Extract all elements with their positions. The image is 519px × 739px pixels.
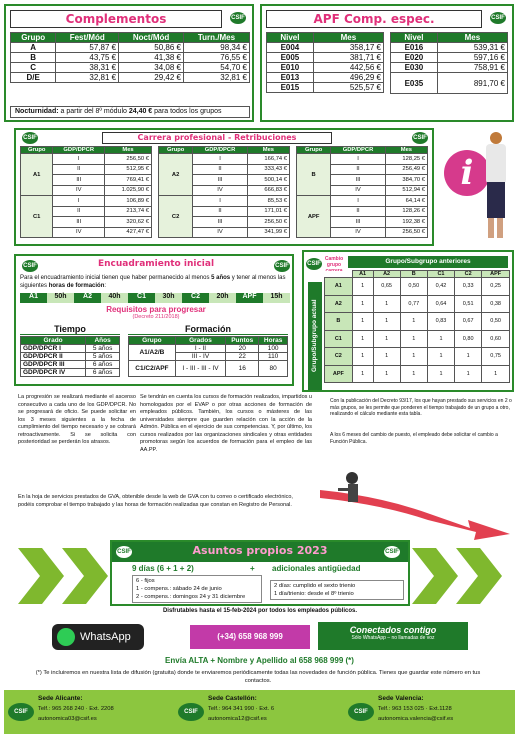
sede-block — [8, 693, 172, 731]
list-item: 1 día/trienio: desde el 8º trienio — [274, 591, 354, 597]
csif-logo: CSIF — [22, 132, 38, 144]
col-header: Grupo — [11, 33, 56, 43]
cambio-corner: Cambio grupo — [324, 256, 344, 268]
requisitos-title: Requisitos para progresar — [106, 305, 206, 314]
csif-logo: CSIF — [230, 12, 246, 24]
csif-logo: CSIF — [384, 546, 400, 558]
csif-logo: CSIF — [490, 12, 506, 24]
table-row: A 57,87 € 50,86 € 98,34 € — [11, 43, 250, 53]
sede-email[interactable]: autonomica.valencia@csif.es — [378, 716, 454, 722]
difusion-note: (*) Te incluiremos en nuestra lista de difusión (gratuita) donde te enviaremos periódicamente todas las novedades de función pública. Tienes que guardar este número en tus contactos. — [35, 670, 481, 684]
csif-logo: CSIF — [274, 260, 290, 272]
col-header: Mes — [313, 33, 383, 43]
cambio-table: A1 A2 B C1 C2 APF A1 1 0,65 0,50 0,42 0,33 0,25 A2 1 1 0,77 0,64 0,51 0,38 B 1 1 1 0,83 0,67 0,50 C1 1 1 1 1 0,80 0,60 C2 1 1 1 1 1 0,75 APF 1 1 1 1 1 1 — [324, 270, 510, 383]
requisitos-subtitle: (Decreto 211/2018) — [132, 314, 180, 320]
list-item: 2 días: cumplido el sexto trienio — [274, 583, 356, 589]
table-row: II 333,43 € — [159, 164, 290, 175]
progresion-text-2: Se tendrán en cuenta los cursos de formación realizados, impartidos u homologados por el EVAP o por otras acciones de formación de empleados públicos. También, los cursos o másteres de las universidades siempre que guarden relación con la acción de la Admón. Pública en el ejercicio de sus competencias. Y, por último, los cursos realizados por las organizaciones sindicales y otras entidades promotoras según los acuerdos de formación para el empleo de las AA.PP. — [140, 394, 312, 453]
info-icon: i — [444, 150, 490, 196]
carrera-table-1: Grupo GDP/DPCR Mes A1 I 256,50 € II 512,95 € III 769,41 € IV 1.025,90 € C1 I 106,89 € II 213,74 € III 320,62 € IV 427,47 € — [20, 146, 152, 238]
list-item: 2 - compens.: domingos 24 y 31 diciembre — [136, 594, 246, 600]
apf-box — [260, 4, 514, 122]
apf-table-right — [390, 32, 508, 94]
sede-name: Sede Alicante: — [38, 695, 83, 702]
chevron-right-icon — [412, 548, 504, 604]
csif-logo: CSIF — [306, 258, 322, 270]
table-row: C1 I 106,89 € — [21, 196, 152, 207]
table-row: B I 128,25 € — [297, 154, 428, 165]
sede-block — [348, 693, 512, 731]
hours-group: APF — [236, 293, 263, 303]
table-row: C1/C2/APF I - III - III - IV 16 80 — [129, 361, 288, 377]
table-row: A1/A2/B I - II 20 100 — [129, 345, 288, 353]
table-row: E016 539,31 € — [391, 43, 508, 53]
sede-name: Sede Valencia: — [378, 695, 424, 702]
table-row: GDP/DPCR IV 6 años — [21, 369, 120, 377]
table-row: II 213,74 € — [21, 206, 152, 217]
asuntos-right-head: adicionales antigüedad — [272, 564, 361, 573]
table-row: IV 341,99 € — [159, 227, 290, 238]
table-row: II 256,49 € — [297, 164, 428, 175]
formacion-title: Formación — [128, 324, 288, 335]
sede-phone: Telf.: 964 341 990 · Ext. 6 — [208, 706, 275, 712]
table-row: APF 1 1 1 1 1 1 — [325, 365, 510, 383]
table-row: A2 1 1 0,77 0,64 0,51 0,38 — [325, 295, 510, 313]
table-row: III 500,14 € — [159, 175, 290, 186]
conectados-title: Conectados contigo — [349, 625, 437, 635]
table-row: III 256,50 € — [159, 217, 290, 228]
sede-phone: Telf.: 965 268 240 · Ext. 2208 — [38, 706, 114, 712]
table-row: III - IV 22 110 — [129, 353, 288, 361]
csif-logo: CSIF — [116, 546, 132, 558]
conectados-box — [318, 622, 468, 650]
table-row: C1 1 1 1 1 0,80 0,60 — [325, 330, 510, 348]
tiempo-table: Grado Años GDP/DPCR I 5 años GDP/DPCR II 5 años GDP/DPCR III 6 años GDP/DPCR IV 6 años — [20, 336, 120, 377]
table-row: APF I 64,14 € — [297, 196, 428, 207]
apf-table-left — [266, 32, 384, 93]
table-row: II 512,95 € — [21, 164, 152, 175]
sede-phone: Telf.: 963 153 025 · Ext.1128 — [378, 706, 452, 712]
table-row: C2 1 1 1 1 1 0,75 — [325, 348, 510, 366]
carrera-table-3: Grupo GDP/DPCR Mes B I 128,25 € II 256,49 € III 384,70 € IV 512,94 € APF I 64,14 € II 128,26 € III 192,38 € IV 256,50 € — [296, 146, 428, 238]
table-row: III 192,38 € — [297, 217, 428, 228]
asuntos-left-head: 9 días (6 + 1 + 2) — [132, 564, 194, 573]
send-instruction: Envía ALTA + Nombre y Apellido al 658 968 999 (*) — [165, 656, 354, 665]
table-row: A1 1 0,65 0,50 0,42 0,33 0,25 — [325, 278, 510, 296]
table-row: GDP/DPCR III 6 años — [21, 361, 120, 369]
table-row: II 128,26 € — [297, 206, 428, 217]
col-header: Mes — [437, 33, 507, 43]
asuntos-left-list — [132, 575, 262, 603]
cambio-note-1: Con la publicación del Decreto 93/17, los que hayan prestado sus servicios en 2 o más grupos, se les permite que ponderen el tiempo trabajado de un grupo a otro, realizando el cálculo mediante esta tabla. — [330, 398, 512, 417]
csif-logo: CSIF — [412, 132, 428, 144]
table-row: III 320,62 € — [21, 217, 152, 228]
cambio-note-2: A los 6 meses del cambio de puesto, el empleado debe solicitar el cambio a Función Pública. — [330, 432, 498, 445]
sede-email[interactable]: autonomica03@csif.es — [38, 716, 97, 722]
conectados-subtitle: Sólo WhatsApp – no llamadas de voz — [351, 635, 435, 641]
hours-value: 15h — [263, 293, 290, 303]
progresion-text-1: La progresión se realizará mediante el ascenso consecutivo a cada uno de los GDP/DPCR. No se progresará de oficio. Se puede solicitar en los 3 meses siguientes a la fecha de cumplimiento del tiempo necesario y se cobrará retroactivamente. Si se solicita con posterioridad se perderán los atrasos. — [18, 394, 136, 445]
hours-group: C1 — [128, 293, 155, 303]
asuntos-footer: Disfrutables hasta el 15-feb-2024 por todos los empleados públicos. — [162, 608, 358, 614]
col-header: Noct/Mód — [119, 33, 184, 43]
carrera-box — [14, 128, 434, 246]
table-row: E020 597,16 € — [391, 53, 508, 63]
nocturnidad-note: Nocturnidad: a partir del 8º módulo 24,40 € para todos los grupos — [10, 106, 250, 118]
col-header: Fest/Mód — [56, 33, 119, 43]
carrera-table-2: Grupo GDP/DPCR Mes A2 I 166,74 € II 333,43 € III 500,14 € IV 666,83 € C2 I 85,53 € II 171,01 € III 256,50 € IV 341,99 € — [158, 146, 290, 238]
trend-arrow-graphic — [320, 450, 516, 540]
table-row: C 38,31 € 34,08 € 54,70 € — [11, 63, 250, 73]
table-row: IV 256,50 € — [297, 227, 428, 238]
whatsapp-icon — [57, 628, 75, 646]
col-header: Nivel — [391, 33, 438, 43]
tiempo-title: Tiempo — [20, 324, 120, 335]
asuntos-plus: + — [250, 564, 255, 573]
table-row: III 384,70 € — [297, 175, 428, 186]
hours-value: 20h — [209, 293, 236, 303]
table-row: E035 891,70 € — [391, 73, 508, 94]
table-row: GDP/DPCR II 5 años — [21, 353, 120, 361]
hours-group: C2 — [182, 293, 209, 303]
table-row: C2 I 85,53 € — [159, 196, 290, 207]
table-row: IV 666,83 € — [159, 185, 290, 196]
table-row: E030 758,91 € — [391, 63, 508, 73]
col-header: Nivel — [267, 33, 314, 43]
table-row: E010 442,56 € — [267, 63, 384, 73]
whatsapp-badge[interactable]: WhatsApp — [52, 624, 144, 650]
hours-group: A1 — [20, 293, 47, 303]
asuntos-right-list — [270, 580, 404, 600]
table-row: B 43,75 € 41,38 € 76,55 € — [11, 53, 250, 63]
sede-email[interactable]: autonomica12@csif.es — [208, 716, 267, 722]
csif-logo: CSIF — [348, 703, 374, 721]
asuntos-header — [112, 542, 408, 562]
asuntos-box — [110, 540, 410, 606]
sedes-footer — [4, 690, 515, 734]
person-figure — [480, 132, 510, 242]
formacion-table: Grupo Grados Puntos Horas A1/A2/B I - II 20 100 III - IV 22 110 C1/C2/APF I - III - III - IV 16 80 — [128, 336, 288, 377]
apf-title: APF Comp. espec. — [266, 10, 482, 28]
complementos-box — [4, 4, 254, 122]
table-row: B 1 1 1 0,83 0,67 0,50 — [325, 313, 510, 331]
table-row: E013 496,29 € — [267, 73, 384, 83]
encuadramiento-title: Encuadramiento inicial — [97, 259, 215, 269]
table-row: III 769,41 € — [21, 175, 152, 186]
complementos-table — [10, 32, 250, 83]
table-row: E005 381,71 € — [267, 53, 384, 63]
cambio-title: Grupo/Subgrupo anteriores — [348, 256, 508, 268]
list-item: 1 - compens.: sábado 24 de junio — [136, 586, 222, 592]
carrera-columns — [20, 146, 430, 244]
table-row: IV 512,94 € — [297, 185, 428, 196]
table-row: GDP/DPCR I 5 años — [21, 345, 120, 353]
table-row: D/E 32,81 € 29,42 € 32,81 € — [11, 73, 250, 83]
table-row: A1 I 256,50 € — [21, 154, 152, 165]
sede-block — [178, 693, 342, 731]
table-row: IV 427,47 € — [21, 227, 152, 238]
chevron-left-icon — [18, 548, 110, 604]
csif-logo: CSIF — [178, 703, 204, 721]
table-row: E015 525,57 € — [267, 83, 384, 93]
hours-value: 40h — [101, 293, 128, 303]
list-item: 6 - fijos — [136, 578, 155, 584]
hours-group: A2 — [74, 293, 101, 303]
hours-row — [20, 293, 290, 303]
table-row: E004 358,17 € — [267, 43, 384, 53]
table-row: IV 1.025,90 € — [21, 185, 152, 196]
csif-logo: CSIF — [22, 260, 38, 272]
csif-logo: CSIF — [8, 703, 34, 721]
complementos-title: Complementos — [10, 10, 222, 28]
hours-value: 30h — [155, 293, 182, 303]
asuntos-title: Asuntos propios 2023 — [192, 544, 328, 557]
cambio-side: Grupo/Subgrupo actual — [308, 282, 322, 390]
col-header: Turn./Mes — [183, 33, 249, 43]
encuadramiento-intro: Para el encuadramiento inicial tienen que haber permanecido al menos 5 años y tener al menos las siguientes horas de formación: — [20, 275, 286, 289]
table-row: II 171,01 € — [159, 206, 290, 217]
encuadramiento-box — [14, 254, 294, 386]
table-row: A2 I 166,74 € — [159, 154, 290, 165]
hours-value: 50h — [47, 293, 74, 303]
phone-button[interactable]: (+34) 658 968 999 — [190, 625, 310, 649]
sede-name: Sede Castellón: — [208, 695, 257, 702]
cambio-box — [302, 250, 514, 392]
progresion-text-3: En la hoja de servicios prestados de GVA, obtenible desde la web de GVA con tu correo o certificado electrónico, podéis comprobar el tiempo trabajado y las horas de formación realizadas que constan en Registro de Personal. — [18, 494, 293, 508]
carrera-title: Carrera profesional - Retribuciones — [102, 132, 332, 144]
